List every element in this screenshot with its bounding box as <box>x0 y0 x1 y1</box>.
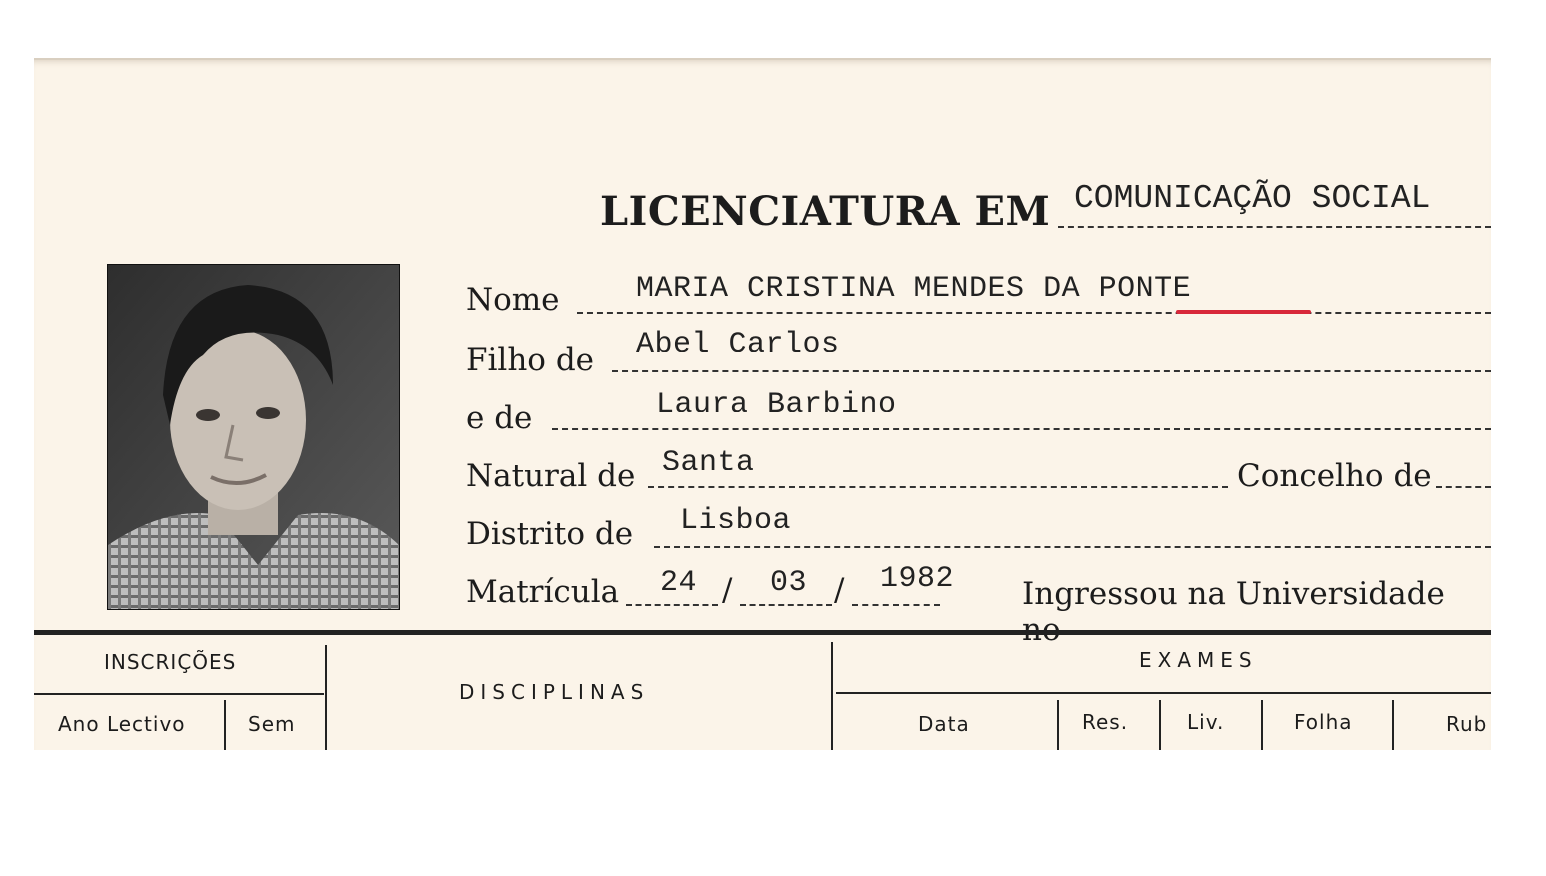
ano-lectivo-header: Ano Lectivo <box>58 712 186 736</box>
inscricoes-header: INSCRIÇÕES <box>104 650 237 674</box>
filho-label: Filho de <box>466 342 595 378</box>
ede-line <box>552 428 1491 430</box>
col-divider-res <box>1057 700 1059 750</box>
col-divider-inscricoes <box>325 645 327 750</box>
col-divider-sem <box>224 700 226 750</box>
matricula-year-line <box>852 604 940 606</box>
col-divider-disciplinas <box>831 642 833 750</box>
date-separator-2: / <box>834 572 845 608</box>
student-photo <box>107 264 400 610</box>
disciplinas-header: DISCIPLINAS <box>459 680 650 704</box>
course-name: COMUNICAÇÃO SOCIAL <box>1074 180 1431 217</box>
distrito-value: Lisboa <box>680 504 792 528</box>
table-top-rule <box>34 630 1491 635</box>
course-title: LICENCIATURA EM <box>600 188 1051 235</box>
inscricoes-subrule <box>34 693 324 695</box>
sem-header: Sem <box>248 712 296 736</box>
rub-header: Rub <box>1446 712 1488 736</box>
liv-header: Liv. <box>1187 710 1225 734</box>
surname-red-underline <box>1176 310 1311 314</box>
date-separator-1: / <box>722 572 733 608</box>
matricula-year: 1982 <box>880 562 955 596</box>
ede-label: e de <box>466 400 533 436</box>
distrito-label: Distrito de <box>466 516 634 552</box>
nome-line <box>577 312 1491 314</box>
exames-header: EXAMES <box>1139 648 1258 672</box>
res-header: Res. <box>1082 710 1129 734</box>
ingressou-label: Ingressou na Universidade <box>1022 576 1445 612</box>
matricula-month-line <box>740 604 832 606</box>
distrito-line <box>654 546 1491 548</box>
nome-value: MARIA CRISTINA MENDES DA PONTE <box>636 272 1192 306</box>
nome-label: Nome <box>466 282 560 318</box>
concelho-label: Concelho de <box>1237 458 1432 494</box>
course-dotted-line <box>1058 226 1491 228</box>
matricula-day: 24 <box>660 566 698 600</box>
concelho-line <box>1436 486 1491 488</box>
col-divider-liv <box>1159 700 1161 750</box>
natural-value: Santa <box>662 446 755 470</box>
matricula-label: Matrícula <box>466 574 620 610</box>
folha-header: Folha <box>1294 710 1353 734</box>
filho-value: Abel Carlos <box>636 328 840 352</box>
ede-value: Laura Barbino <box>656 388 897 412</box>
registration-card <box>34 58 1491 750</box>
matricula-day-line <box>626 604 718 606</box>
natural-label: Natural de <box>466 458 636 494</box>
natural-line <box>648 486 1228 488</box>
exames-subrule <box>836 692 1491 694</box>
matricula-month: 03 <box>770 566 808 600</box>
filho-line <box>612 370 1491 372</box>
redaction-band <box>634 354 1254 370</box>
data-header: Data <box>918 712 970 736</box>
col-divider-folha <box>1261 700 1263 750</box>
col-divider-rub <box>1392 700 1394 750</box>
